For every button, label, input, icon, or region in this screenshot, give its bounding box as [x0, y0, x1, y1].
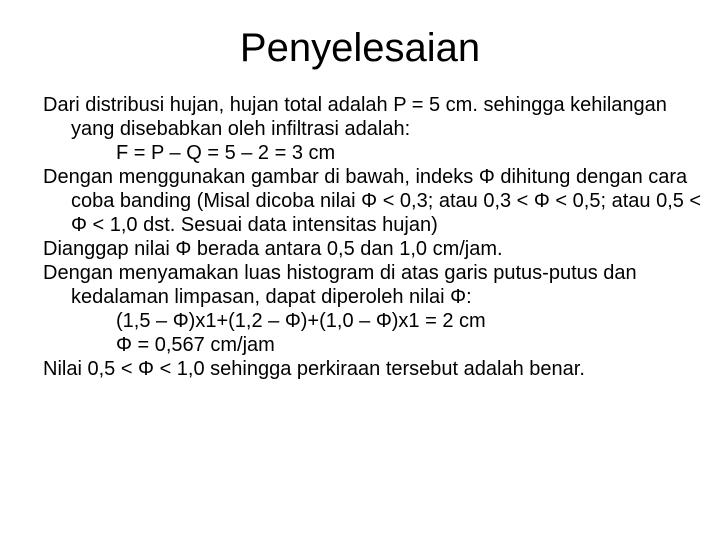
slide-body — [43, 93, 703, 381]
equation-runoff-balance: (1,5 – Φ)x1+(1,2 – Φ)+(1,0 – Φ)x1 = 2 cm — [116, 310, 486, 332]
equation-phi-result: Φ = 0,567 cm/jam — [116, 334, 275, 356]
paragraph-conclusion: Nilai 0,5 < Φ < 1,0 sehingga perkiraan tersebut adalah benar. — [43, 358, 585, 380]
equation-infiltration-loss: F = P – Q = 5 – 2 = 3 cm — [116, 142, 336, 164]
paragraph-phi-index-method: Dengan menggunakan gambar di bawah, indeks Φ dihitung dengan cara coba banding (Misal dicoba nilai Φ < 0,3; atau 0,3 < Φ < 0,5; atau 0,5 < Φ < 1,0 dst. Sesuai data intensitas hujan) — [43, 166, 702, 236]
slide-title: Penyelesaian — [239, 26, 481, 70]
paragraph-assumption: Dianggap nilai Φ berada antara 0,5 dan 1,0 cm/jam. — [43, 238, 503, 260]
paragraph-total-rainfall: Dari distribusi hujan, hujan total adalah P = 5 cm. sehingga kehilangan yang disebabkan oleh infiltrasi adalah: — [43, 94, 667, 140]
paragraph-histogram-equating: Dengan menyamakan luas histogram di atas garis putus-putus dan kedalaman limpasan, dapat diperoleh nilai Φ: — [43, 262, 637, 308]
